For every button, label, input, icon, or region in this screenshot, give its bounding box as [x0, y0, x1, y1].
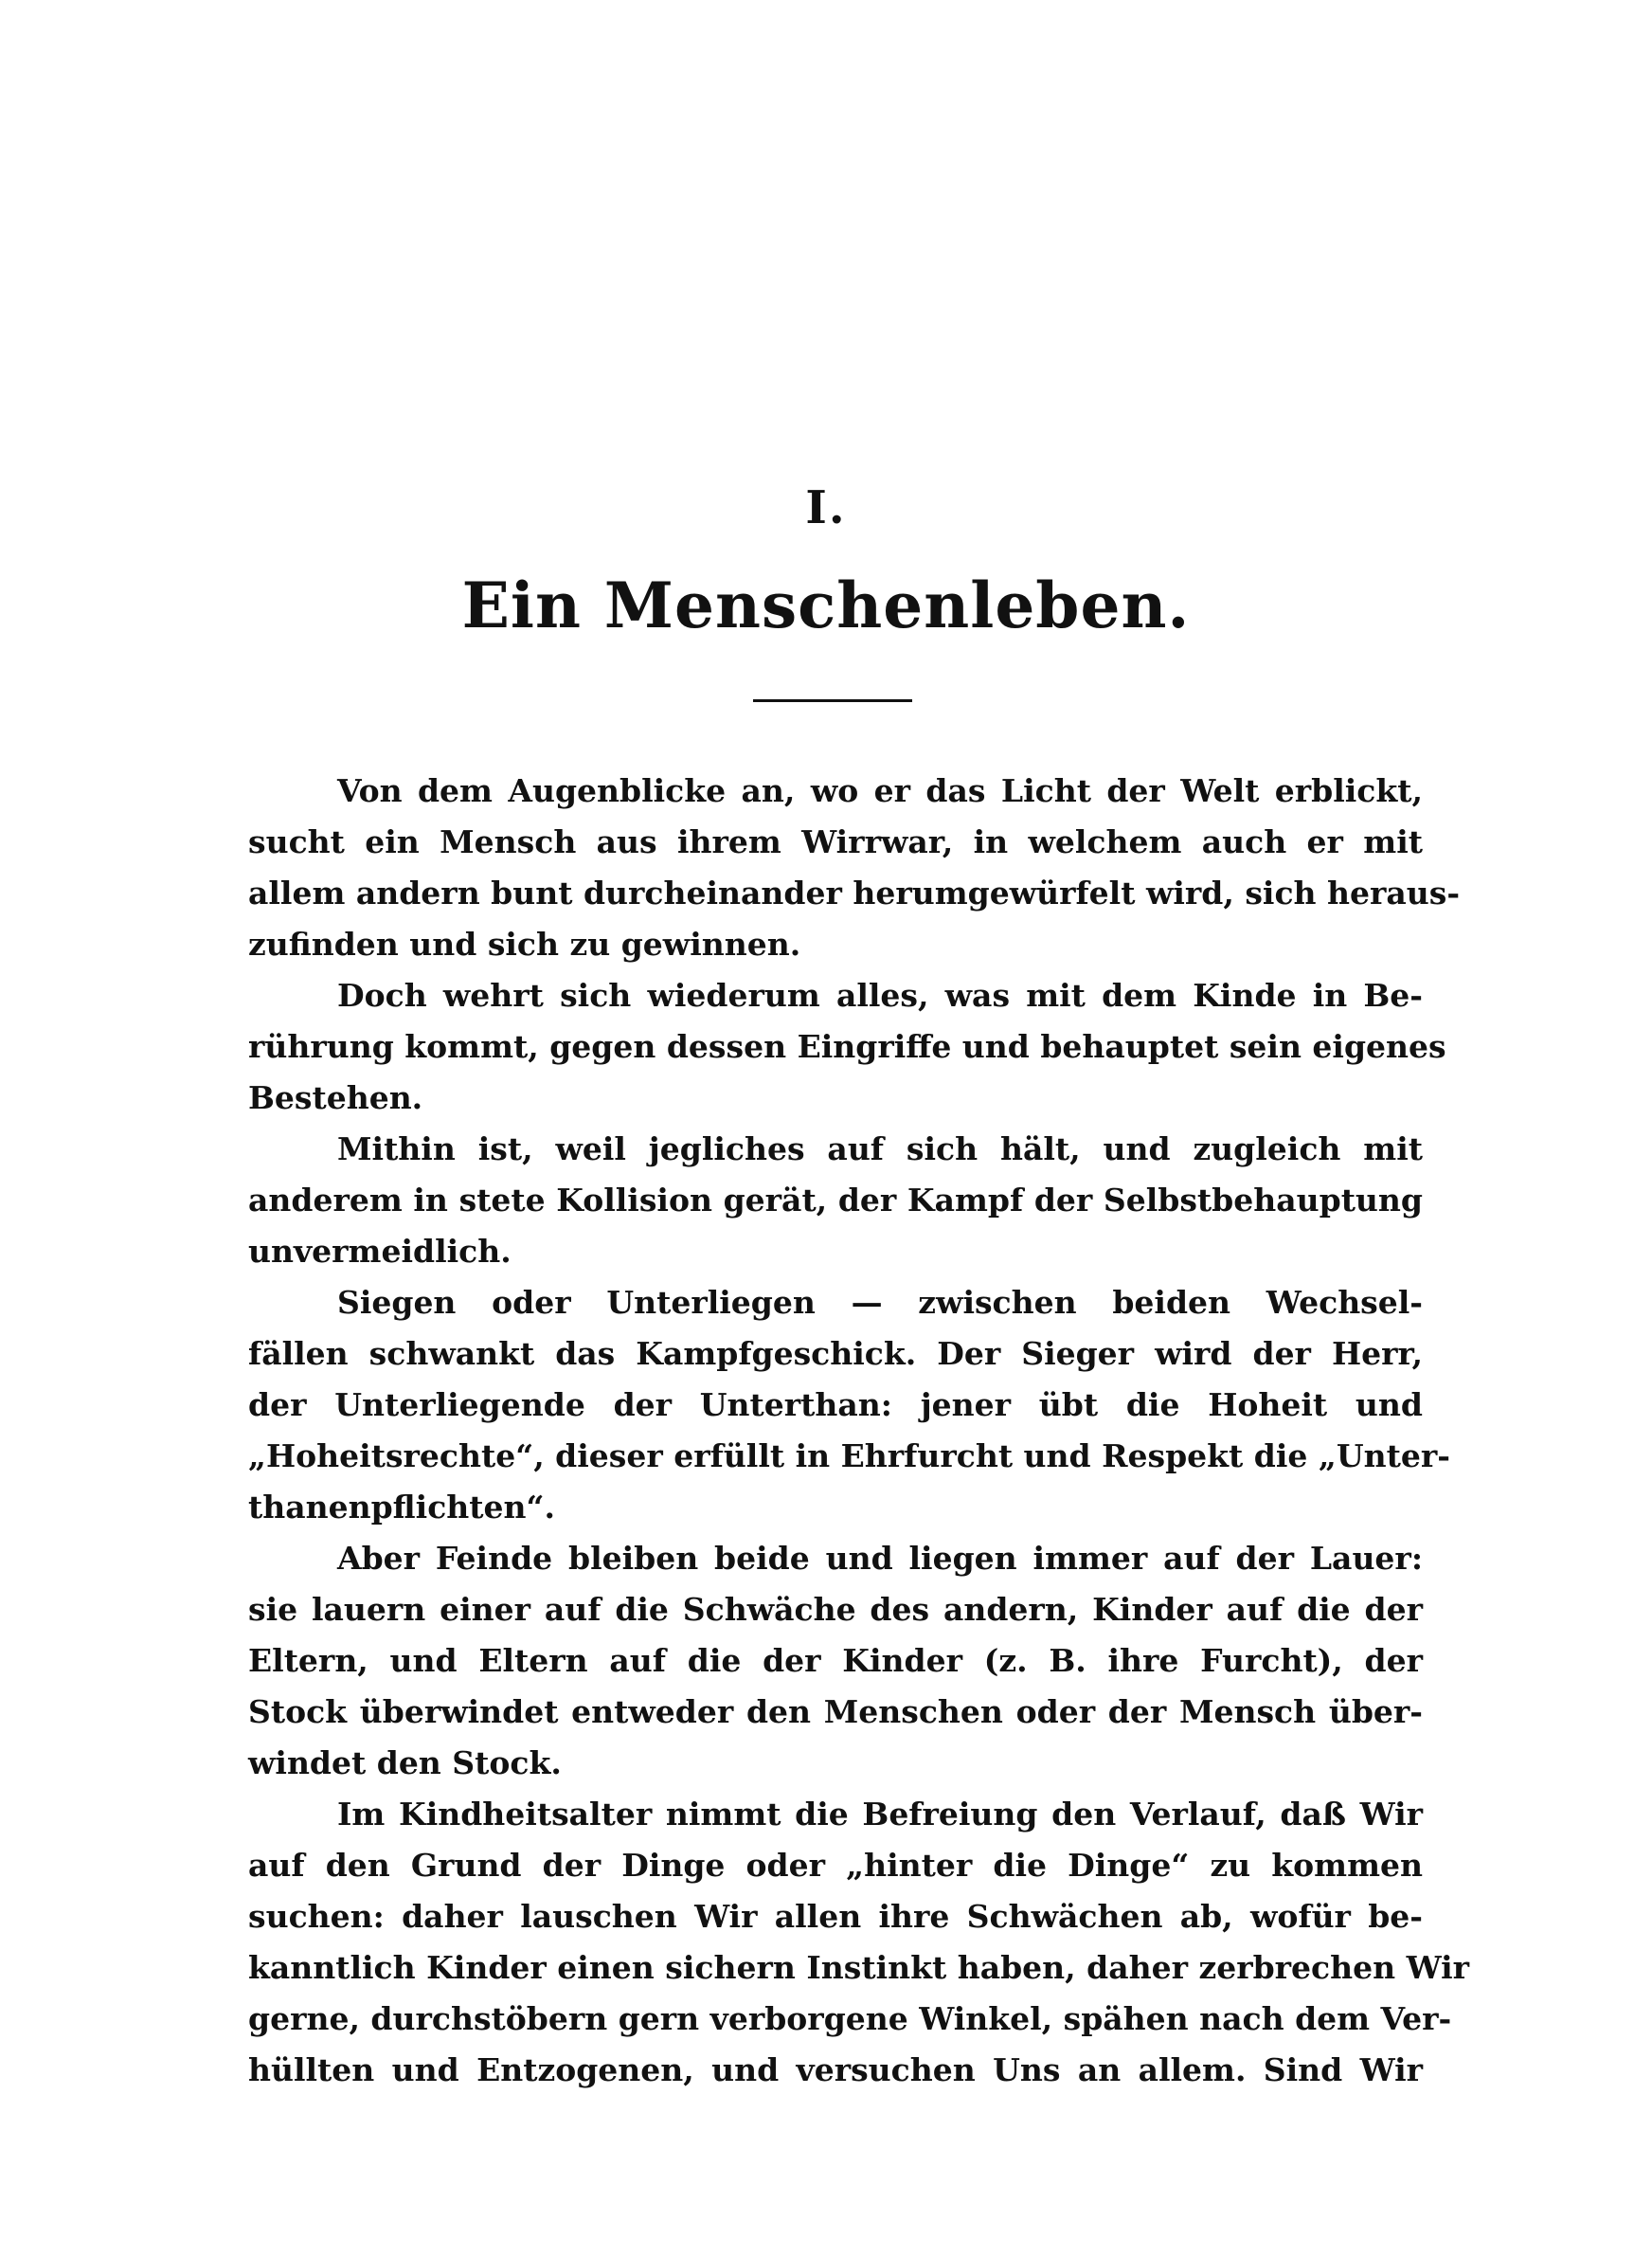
text-line: thanenpflichten“. — [248, 1489, 555, 1526]
text-line: Aber Feinde bleiben beide und liegen immer auf der Lauer: — [337, 1540, 1423, 1577]
text-line: kanntlich Kinder einen sichern Instinkt haben, daher zerbrechen Wir — [248, 1949, 1469, 1986]
text-line: sie lauern einer auf die Schwäche des andern, Kinder auf die der — [248, 1591, 1423, 1628]
text-line: rührung kommt, gegen dessen Eingriffe und behauptet sein eigenes — [248, 1028, 1446, 1065]
text-line: Stock überwindet entweder den Menschen oder der Mensch über- — [248, 1693, 1423, 1730]
text-line: windet den Stock. — [248, 1744, 562, 1781]
text-line: Siegen oder Unterliegen — zwischen beiden Wechsel- — [337, 1284, 1423, 1321]
text-line: auf den Grund der Dinge oder „hinter die Dinge“ zu kommen — [248, 1847, 1423, 1884]
text-line: Im Kindheitsalter nimmt die Befreiung den Verlauf, daß Wir — [337, 1796, 1423, 1833]
text-line: Doch wehrt sich wiederum alles, was mit dem Kinde in Be- — [337, 977, 1423, 1014]
text-line: zufinden und sich zu gewinnen. — [248, 926, 801, 963]
text-line: gerne, durchstöbern gern verborgene Winkel, spähen nach dem Ver- — [248, 2000, 1452, 2037]
text-line: Von dem Augenblicke an, wo er das Licht der Welt erblickt, — [337, 772, 1423, 809]
text-line: Bestehen. — [248, 1079, 423, 1116]
chapter-number: I. — [805, 481, 847, 534]
chapter-title: Ein Menschenleben. — [461, 569, 1191, 642]
text-line: anderem in stete Kollision gerät, der Kampf der Selbstbehauptung — [248, 1182, 1423, 1219]
title-divider — [753, 699, 912, 702]
text-line: „Hoheitsrechte“, dieser erfüllt in Ehrfurcht und Respekt die „Unter- — [248, 1437, 1450, 1474]
text-line: Mithin ist, weil jegliches auf sich hält, und zugleich mit — [337, 1130, 1423, 1167]
text-line: fällen schwankt das Kampfgeschick. Der Sieger wird der Herr, — [248, 1335, 1423, 1372]
text-line: unvermeidlich. — [248, 1233, 512, 1270]
text-line: Eltern, und Eltern auf die der Kinder (z. B. ihre Furcht), der — [248, 1642, 1423, 1679]
text-line: hüllten und Entzogenen, und versuchen Uns an allem. Sind Wir — [248, 2051, 1423, 2088]
text-line: allem andern bunt durcheinander herumgewürfelt wird, sich heraus- — [248, 875, 1461, 912]
text-line: suchen: daher lauschen Wir allen ihre Schwächen ab, wofür be- — [248, 1898, 1423, 1935]
body-text — [248, 766, 1469, 2096]
text-line: der Unterliegende der Unterthan: jener übt die Hoheit und — [248, 1386, 1423, 1423]
text-line: sucht ein Mensch aus ihrem Wirrwar, in welchem auch er mit — [248, 823, 1423, 860]
